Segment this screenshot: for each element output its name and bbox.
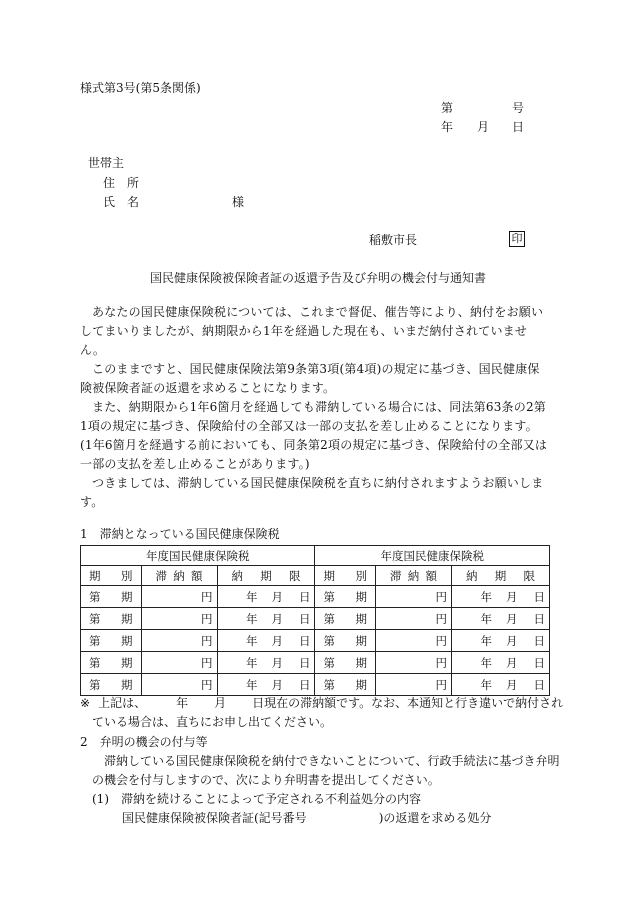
honorific: 様 — [232, 195, 245, 209]
note-year: 年 — [176, 696, 189, 710]
date-month: 月 — [477, 120, 490, 134]
doc-number-prefix: 第 — [441, 101, 454, 115]
section-2-heading: 2 弁明の機会の付与等 — [80, 735, 208, 749]
cell-installment: 第 期 — [315, 630, 376, 652]
cell-installment: 第 期 — [81, 630, 142, 652]
cell-amount: 円 — [376, 630, 452, 652]
item-1-detail-b: )の返還を求める処分 — [378, 811, 492, 825]
cell-due-date: 年 月 日 — [451, 608, 549, 630]
table-row — [81, 652, 550, 674]
body-paragraph-4: つきましては、滞納している国民健康保険税を直ちに納付されますようお願いします。 — [80, 476, 544, 509]
body-paragraph-2: このままですと、国民健康保険法第9条第3項(第4項)の規定に基づき、国民健康保険被保険者証の返還を求めることになります。 — [80, 362, 540, 395]
doc-number-suffix: 号 — [512, 101, 525, 115]
cell-installment: 第 期 — [315, 586, 376, 608]
note-text-a: 上記は、 — [98, 696, 147, 710]
cell-amount: 円 — [376, 608, 452, 630]
cell-amount: 円 — [141, 630, 217, 652]
cell-due-date: 年 月 日 — [217, 586, 315, 608]
recipient-head: 世帯主 — [88, 156, 125, 170]
cell-installment: 第 期 — [315, 652, 376, 674]
table-group-header-left: 年度国民健康保険税 — [81, 546, 315, 566]
cell-installment: 第 期 — [81, 674, 142, 696]
column-header-amount: 滞 納 額 — [141, 566, 217, 586]
cell-amount: 円 — [376, 674, 452, 696]
seal-icon: 印 — [509, 231, 525, 247]
arrears-table — [80, 545, 550, 696]
seal-mark — [509, 230, 525, 247]
date-day: 日 — [512, 120, 525, 134]
column-header-due: 納 期 限 — [451, 566, 549, 586]
cell-amount: 円 — [376, 652, 452, 674]
section-2-paragraph-cont: の機会を付与しますので、次により弁明書を提出してください。 — [92, 773, 440, 787]
cell-due-date: 年 月 日 — [217, 630, 315, 652]
issuer-title: 稲敷市長 — [369, 233, 418, 247]
cell-installment: 第 期 — [81, 586, 142, 608]
address-label: 住 所 — [103, 176, 140, 190]
cell-due-date: 年 月 日 — [217, 652, 315, 674]
column-header-ki: 期 別 — [81, 566, 142, 586]
note-mark: ※ — [80, 696, 91, 710]
cell-due-date: 年 月 日 — [451, 630, 549, 652]
section-2-paragraph: 滞納している国民健康保険税を納付できないことについて、行政手続法に基づき弁明 — [104, 754, 560, 768]
name-label: 氏 名 — [103, 195, 140, 209]
note-text-b: 日現在の滞納額です。なお、本通知と行き違いで納付され — [252, 696, 564, 710]
table-row — [81, 630, 550, 652]
body-paragraph-1: あなたの国民健康保険税については、これまで督促、催告等により、納付をお願いしてまいりましたが、納期限から1年を経過した現在も、いまだ納付されていません。 — [80, 305, 544, 357]
column-header-amount: 滞 納 額 — [376, 566, 452, 586]
item-1-detail-a: 国民健康保険被保険者証(記号番号 — [122, 811, 307, 825]
note-line-2: ている場合は、直ちにお申し出てください。 — [92, 715, 333, 729]
cell-installment: 第 期 — [315, 674, 376, 696]
cell-installment: 第 期 — [315, 608, 376, 630]
cell-due-date: 年 月 日 — [451, 652, 549, 674]
notice-body — [80, 303, 550, 512]
cell-due-date: 年 月 日 — [217, 608, 315, 630]
cell-installment: 第 期 — [81, 608, 142, 630]
section-2-item-1: (1) 滞納を続けることによって予定される不利益処分の内容 — [92, 792, 422, 806]
cell-due-date: 年 月 日 — [451, 674, 549, 696]
column-header-ki: 期 別 — [315, 566, 376, 586]
note-month: 月 — [214, 696, 227, 710]
table-row — [81, 586, 550, 608]
table-row — [81, 674, 550, 696]
cell-due-date: 年 月 日 — [217, 674, 315, 696]
note-line-1 — [80, 695, 563, 711]
cell-amount: 円 — [141, 674, 217, 696]
table-group-header-right: 年度国民健康保険税 — [315, 546, 550, 566]
cell-due-date: 年 月 日 — [451, 586, 549, 608]
body-paragraph-3: また、納期限から1年6箇月を経過しても滞納している場合には、同法第63条の2第1項の規定に基づき、保険給付の全部又は一部の支払を差し止めることになります。(1年6箇月を経過する前においても、同条第2項の規定に基づき、保険給付の全部又は一部の支払を差し止めることがあります。) — [80, 400, 548, 471]
section-2-item-1-detail — [122, 810, 491, 826]
cell-amount: 円 — [376, 586, 452, 608]
cell-amount: 円 — [141, 652, 217, 674]
document-title: 国民健康保険被保険者証の返還予告及び弁明の機会付与通知書 — [150, 271, 487, 285]
cell-amount: 円 — [141, 608, 217, 630]
cell-amount: 円 — [141, 586, 217, 608]
table-row — [81, 608, 550, 630]
column-header-due: 納 期 限 — [217, 566, 315, 586]
date-year: 年 — [441, 120, 454, 134]
section-1-heading: 1 滞納となっている国民健康保険税 — [80, 527, 280, 541]
form-number: 様式第3号(第5条関係) — [80, 81, 201, 95]
cell-installment: 第 期 — [81, 652, 142, 674]
